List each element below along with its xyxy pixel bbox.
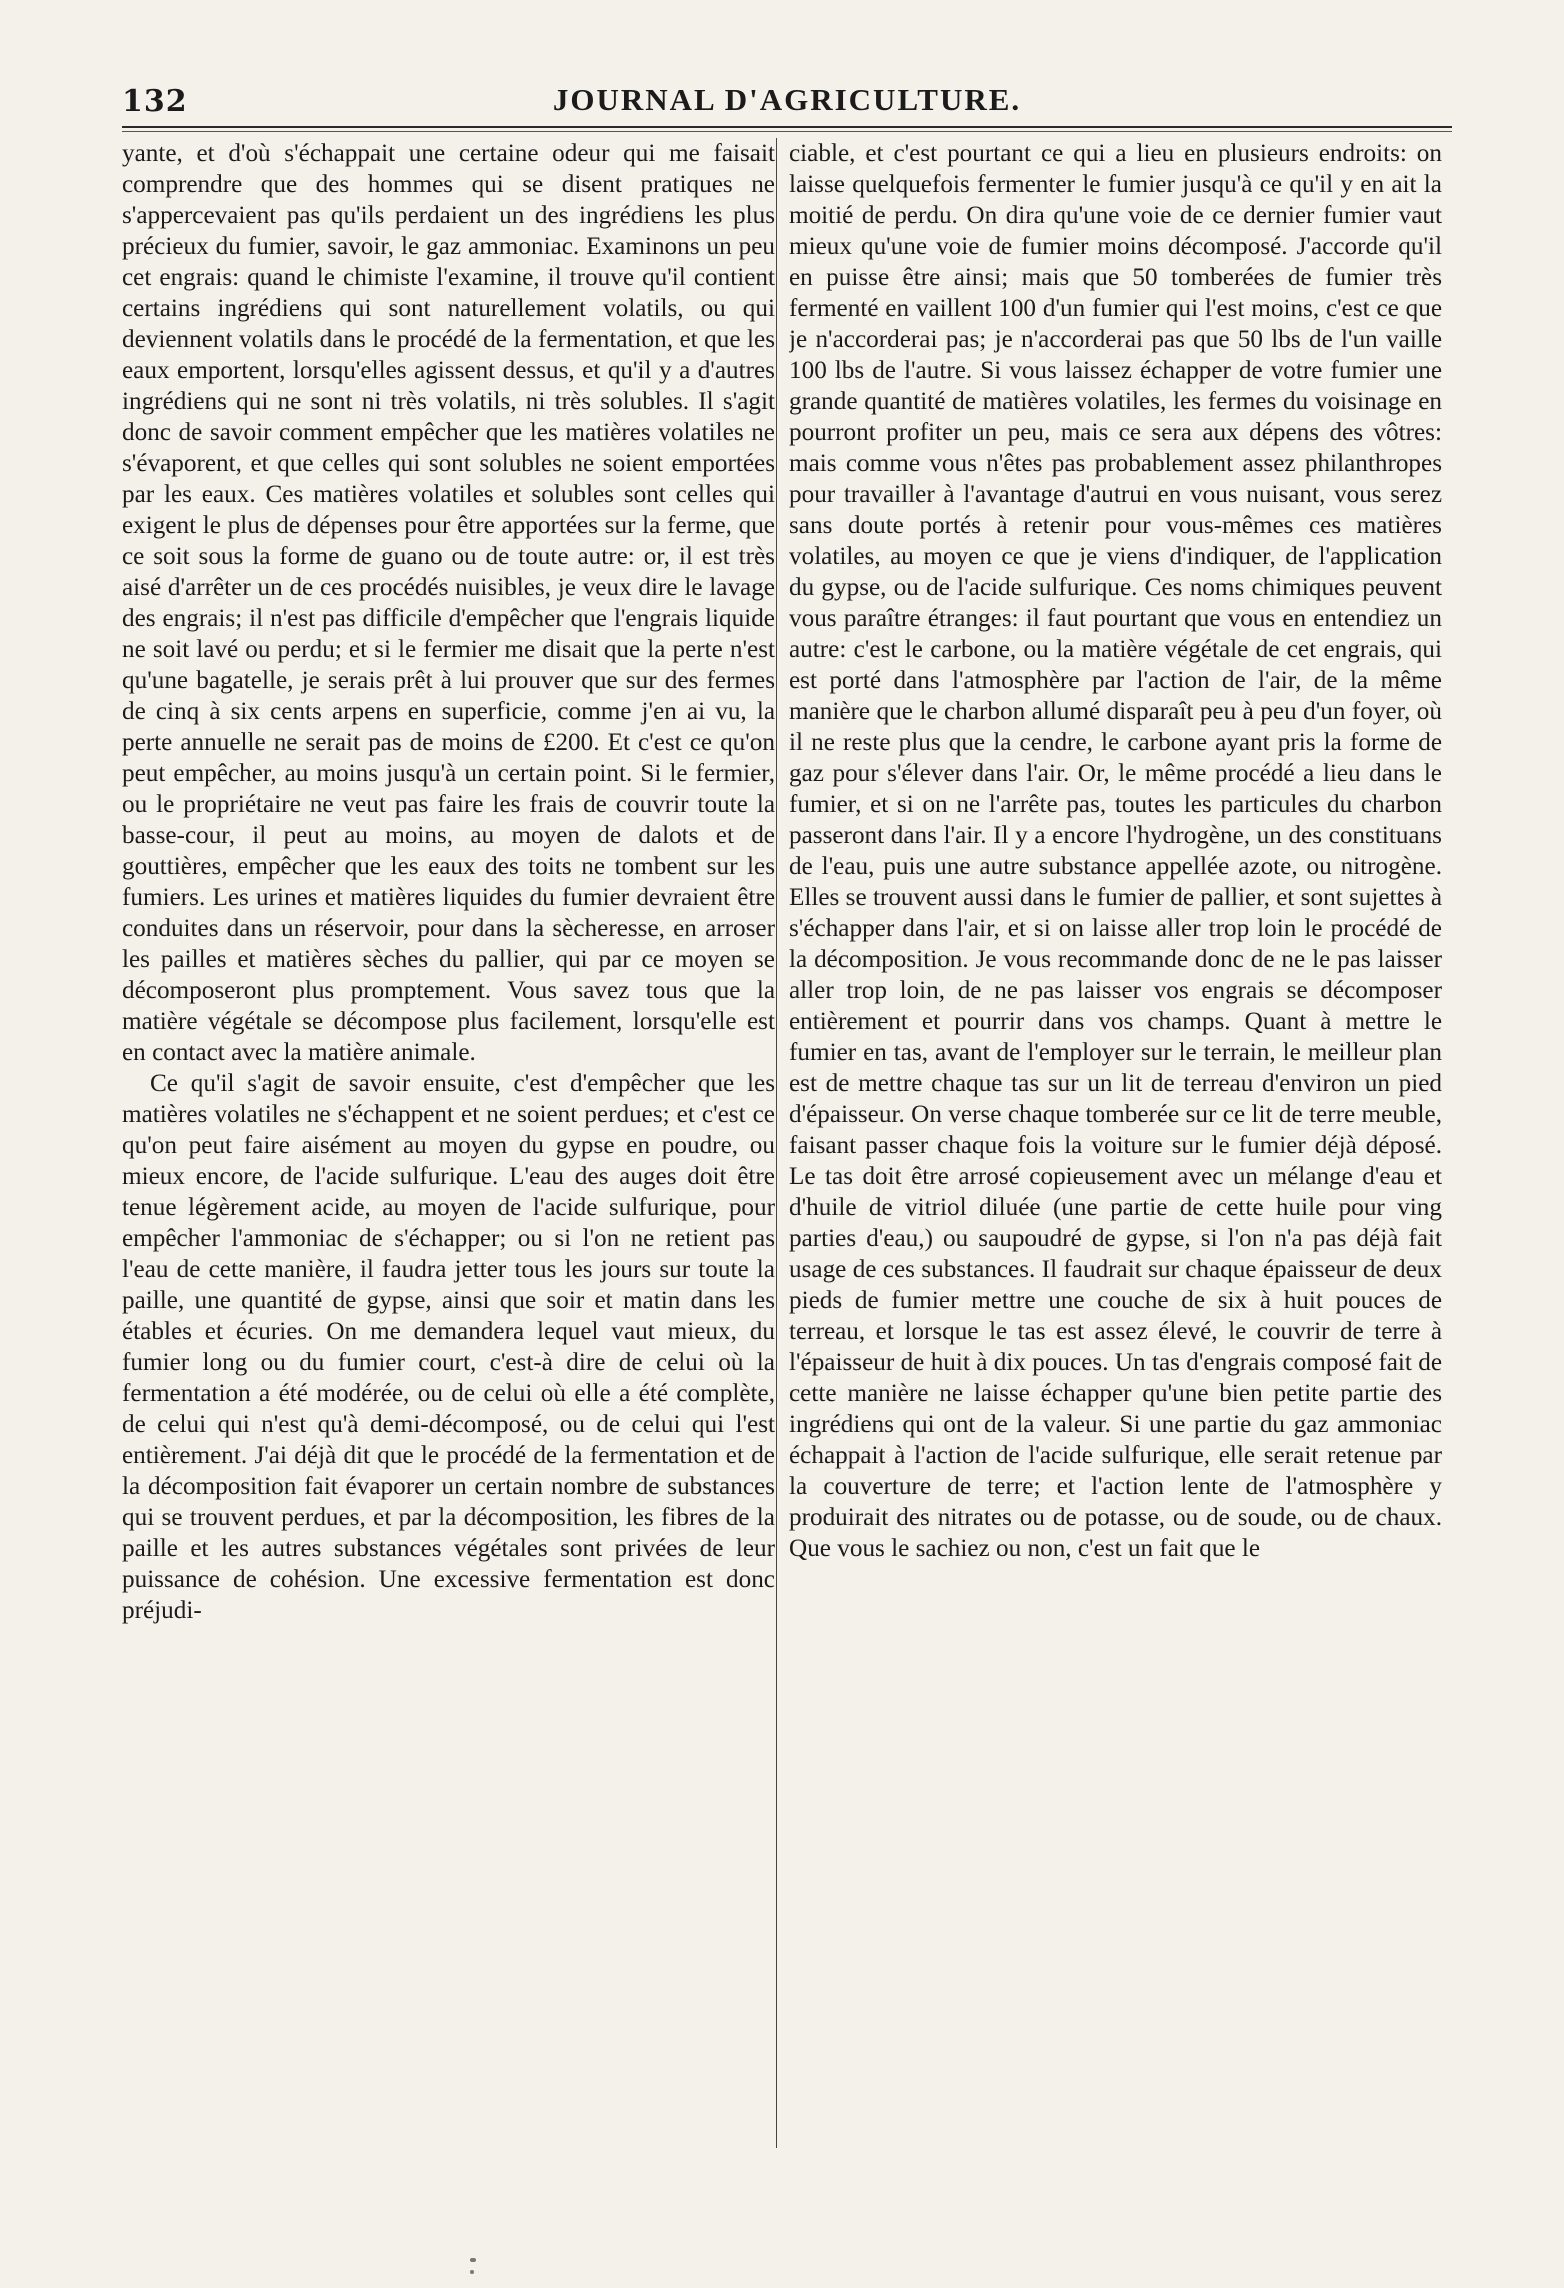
left-paragraph-2: Ce qu'il s'agit de savoir ensuite, c'est d'empêcher que les matières volatiles ne s'échappent et ne soient perdues; et c'est ce qu'on peut faire aisément au moyen du gypse en poudre, ou mieux encore, de l'acide sulfurique. L'eau des auges doit être tenue légèrement acide, au moyen de l'acide sulfurique, pour empêcher l'ammoniac de s'échapper; ou si l'on ne retient pas l'eau de cette manière, il faudra jetter tous les jours sur toute la paille, une quantité de gypse, ainsi que soir et matin dans les étables et écuries. On me demandera lequel vaut mieux, du fumier long ou du fumier court, c'est-à dire de celui où la fermentation a été modérée, ou de celui où elle a été complète, de celui qui n'est qu'à demi-décomposé, ou de celui qui l'est entièrement. J'ai déjà dit que le procédé de la fermentation et de la décomposition fait évaporer un certain nombre de substances qui se trouvent perdues, et par la décomposition, les fibres de la paille et les autres substances végétales sont privées de leur puissance de cohésion. Une excessive fermentation est donc préjudi- [122, 1070, 775, 1624]
left-paragraph-1: yante, et d'où s'échappait une certaine odeur qui me faisait comprendre que des hommes qui se disent pratiques ne s'appercevaient pas qu'ils perdaient un des ingrédiens les plus précieux du fumier, savoir, le gaz ammoniac. Examinons un peu cet engrais: quand le chimiste l'examine, il trouve qu'il contient certains ingrédiens qui sont naturellement volatils, ou qui deviennent volatils dans le procédé de la fermentation, et que les eaux emportent, lorsqu'elles agissent dessus, et qu'il y a d'autres ingrédiens qui ne sont ni très volatils, ni très solubles. Il s'agit donc de savoir comment empêcher que les matières volatiles ne s'évaporent, et que celles qui sont solubles ne soient emportées par les eaux. Ces matières volatiles et solubles sont celles qui exigent le plus de dépenses pour être apportées sur la ferme, que ce soit sous la forme de guano ou de toute autre: or, il est très aisé d'arrêter un de ces procédés nuisibles, je veux dire le lavage des engrais; il n'est pas difficile d'empêcher que l'engrais liquide ne soit lavé ou perdu; et si le fermier me disait que la perte n'est qu'une bagatelle, je serais prêt à lui prouver que sur des fermes de cinq à six cents arpens en superficie, comme j'en ai vu, la perte annuelle ne serait pas de moins de £200. Et c'est ce qu'on peut empêcher, au moins jusqu'à un certain point. Si le fermier, ou le propriétaire ne veut pas faire les frais de couvrir toute la basse-cour, il peut au moins, au moyen de dalots et de gouttières, empêcher que les eaux des toits ne tombent sur les fumiers. Les urines et matières liquides du fumier devraient être conduites dans un réservoir, pour dans la sècheresse, en arroser les pailles et matières sèches du pallier, qui par ce moyen se décomposeront plus promptement. Vous savez tous que la matière végétale se décompose plus facilement, lorsqu'elle est en contact avec la matière animale. [122, 140, 775, 1066]
column-divider [776, 138, 777, 2148]
header-rule [122, 126, 1452, 128]
header-rule-secondary [122, 131, 1452, 132]
page-number: 132 [122, 84, 188, 119]
print-speck [470, 2258, 476, 2262]
left-column [122, 138, 775, 2148]
print-speck [470, 2270, 474, 2274]
running-title: JOURNAL D'AGRICULTURE. [552, 82, 1022, 117]
right-paragraph-1: ciable, et c'est pourtant ce qui a lieu en plusieurs endroits: on laisse quelquefois fermenter le fumier jusqu'à ce qu'il y en ait la moitié de perdu. On dira qu'une voie de ce dernier fumier vaut mieux qu'une voie de fumier moins décomposé. J'accorde qu'il en puisse être ainsi; mais que 50 tomberées de fumier très fermenté en vaillent 100 d'un fumier qui l'est moins, c'est ce que je n'accorderai pas; je n'accorderai pas que 50 lbs de l'un vaille 100 lbs de l'autre. Si vous laissez échapper de votre fumier une grande quantité de matières volatiles, les fermes du voisinage en pourront profiter un peu, mais ce sera aux dépens des vôtres: mais comme vous n'êtes pas probablement assez philanthropes pour travailler à l'avantage d'autrui en vous nuisant, vous serez sans doute portés à retenir pour vous-mêmes ces matières volatiles, au moyen ce que je viens d'indiquer, de l'application du gypse, ou de l'acide sulfurique. Ces noms chimiques peuvent vous paraître étranges: il faut pourtant que vous en entendiez un autre: c'est le carbone, ou la matière végétale de cet engrais, qui est porté dans l'atmosphère par l'action de l'air, de la même manière que le charbon allumé disparaît peu à peu d'un foyer, où il ne reste plus que la cendre, le carbone ayant pris la forme de gaz pour s'élever dans l'air. Or, le même procédé a lieu dans le fumier, et si on ne l'arrête pas, toutes les particules du charbon passeront dans l'air. Il y a encore l'hydrogène, un des constituans de l'eau, puis une autre substance appellée azote, ou nitrogène. Elles se trouvent aussi dans le fumier de pallier, et sont sujettes à s'échapper dans l'air, et si on laisse aller trop loin le procédé de la décomposition. Je vous recommande donc de ne le pas laisser aller trop loin, de ne pas laisser vos engrais se décomposer entièrement et pourrir dans vos champs. Quant à mettre le fumier en tas, avant de l'employer sur le terrain, le meilleur plan est de mettre chaque tas sur un lit de terreau d'environ un pied d'épaisseur. On verse chaque tomberée sur ce lit de terre meuble, faisant passer chaque fois la voiture sur le fumier déjà déposé. Le tas doit être arrosé copieusement avec un mélange d'eau et d'huile de vitriol diluée (une partie de cette huile pour ving parties d'eau,) ou saupoudré de gypse, si l'on n'a pas déjà fait usage de ces substances. Il faudrait sur chaque épaisseur de deux pieds de fumier mettre une couche de six à huit pouces de terreau, et lorsque le tas est assez élevé, le couvrir de terre à l'épaisseur de huit à dix pouces. Un tas d'engrais composé fait de cette manière ne laisse échapper qu'une bien petite partie des ingrédiens qui ont de la valeur. Si une partie du gaz ammoniac échappait à l'action de l'acide sulfurique, elle serait retenue par la couverture de terre; et l'action lente de l'atmosphère y produirait des nitrates ou de potasse, ou de soude, ou de chaux. Que vous le sachiez ou non, c'est un fait que le [789, 140, 1442, 1562]
page-header [122, 78, 1452, 122]
right-column [789, 138, 1442, 2148]
